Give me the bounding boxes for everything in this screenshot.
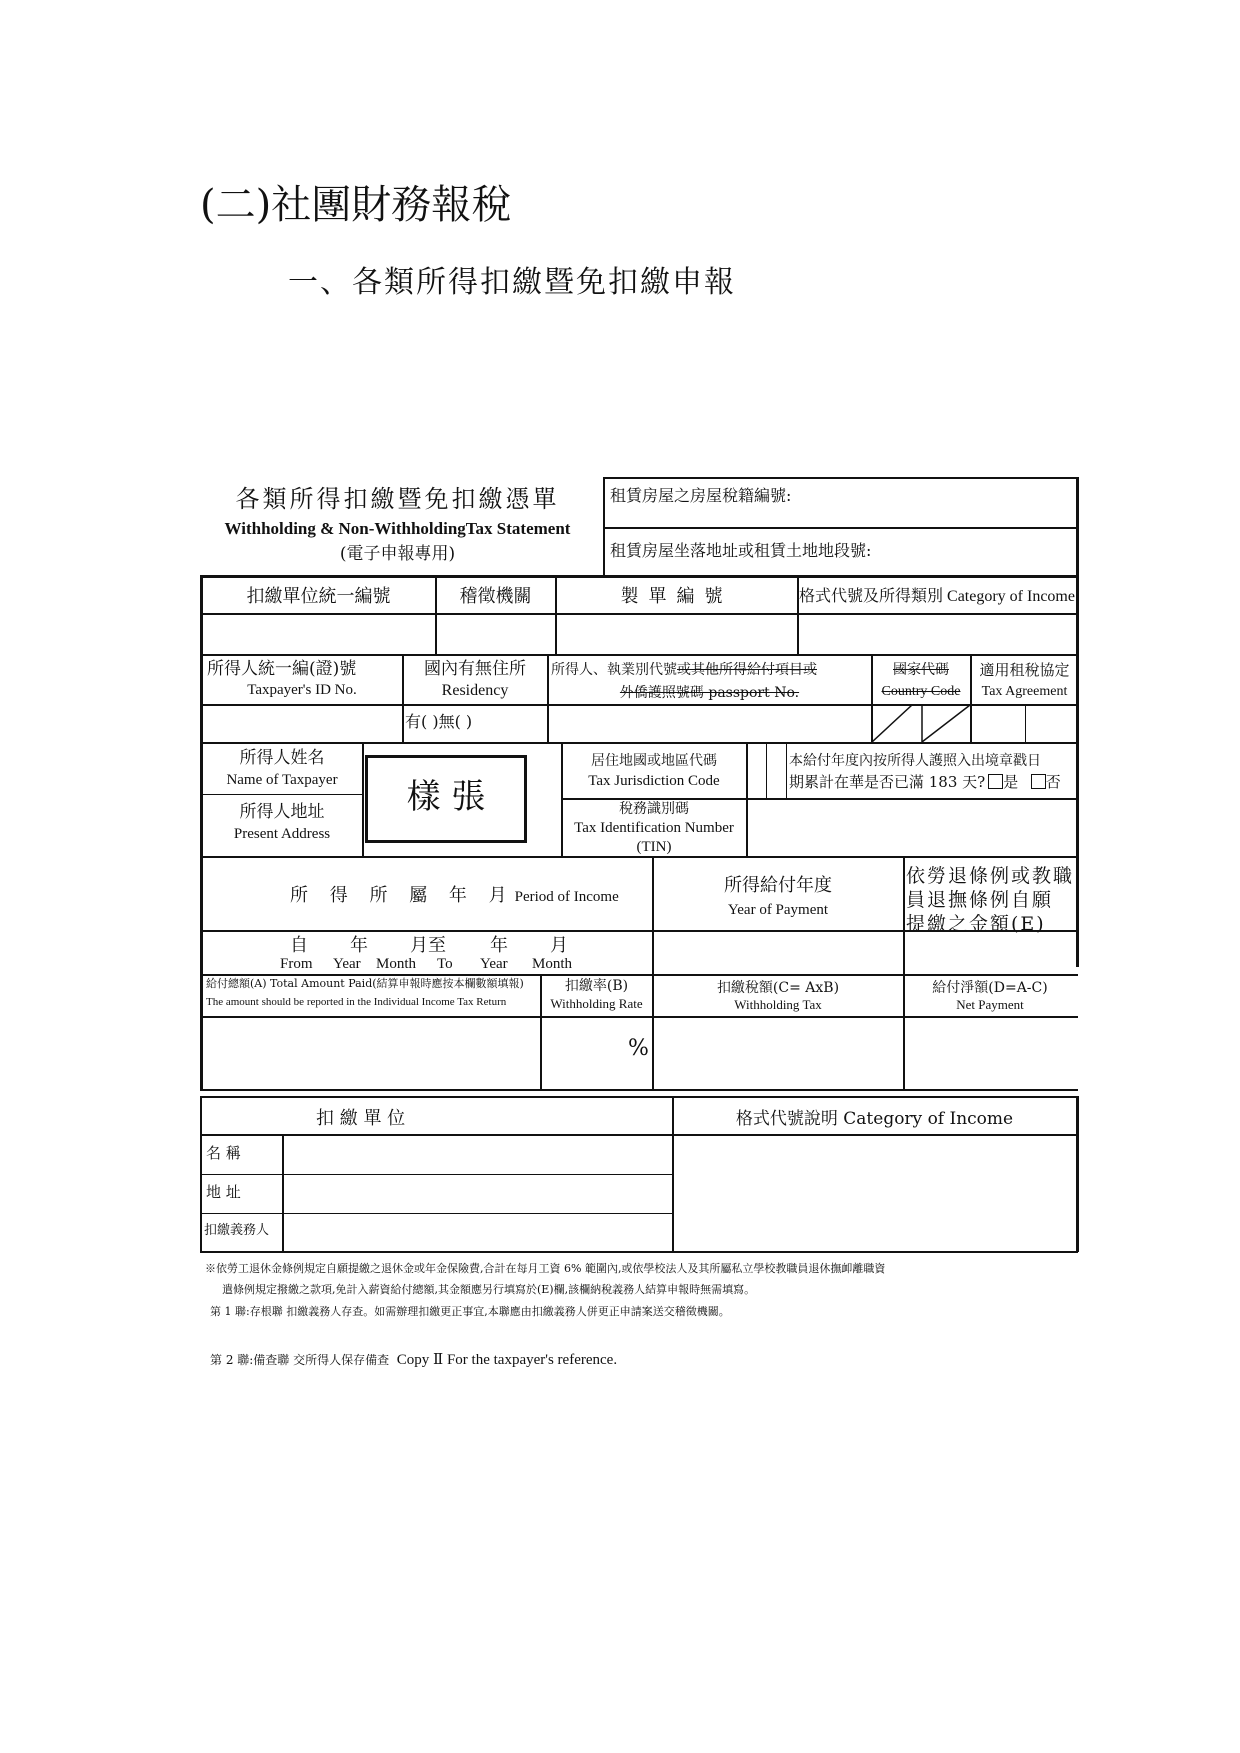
copy-2-cn: 第 2 聯:備查聯 交所得人保存備查 — [210, 1353, 390, 1367]
period-unit-month-en: Month — [376, 956, 417, 972]
taxpayer-name-en: Name of Taxpayer — [226, 772, 338, 788]
jurisdiction-en: Tax Jurisdiction Code — [588, 773, 720, 789]
no-checkbox[interactable] — [1031, 774, 1046, 789]
percent-sign: % — [628, 1036, 649, 1061]
taxpayer-name-cn: 所得人姓名 — [239, 748, 325, 768]
tax-office-header: 稽徵機關 — [459, 586, 532, 607]
format-code-header: 格式代號及所得類別 Category of Income — [799, 588, 1075, 605]
residency-en: Residency — [441, 682, 509, 699]
occupation-code-label — [551, 662, 817, 678]
net-payment-cn: 給付淨額(D=A-C) — [932, 980, 1048, 996]
form-title-en: Withholding & Non-WithholdingTax Statement — [224, 519, 571, 538]
occupation-code-b: 或其他所得給付項目或 — [677, 662, 817, 678]
labor-pension-line2: 員退撫條例自願 — [906, 889, 1054, 911]
residency-cn: 國內有無住所 — [424, 659, 526, 679]
tax-agreement-cn: 適用租稅協定 — [979, 661, 1070, 679]
country-code-slashes — [872, 705, 970, 742]
tin-cn: 稅務識別碼 — [619, 801, 689, 817]
period-unit-month2-cn: 月 — [550, 935, 568, 956]
section-title: (二)社團財務報稅 — [200, 182, 512, 228]
taxpayer-address-cn: 所得人地址 — [239, 802, 325, 822]
withholder-header: 扣 繳 單 位 — [316, 1108, 406, 1129]
copy-1-note: 第 1 聯:存根聯 扣繳義務人存查。如需辦理扣繳更正事宜,本聯應由扣繳義務人併更正申請案送交稽徵機關。 — [210, 1305, 730, 1318]
page-subtitle: 一、各類所得扣繳暨免扣繳申報 — [288, 265, 736, 300]
period-unit-year2-en: Year — [480, 956, 508, 972]
days-in-country-line1: 本給付年度內按所得人護照入出境章戳日 — [789, 753, 1041, 769]
withholding-tax-en: Withholding Tax — [734, 997, 822, 1012]
total-amount-label: 給付總額(A) Total Amount Paid(結算申報時應按本欄數額填報) — [206, 977, 524, 990]
days-in-country-line2 — [789, 774, 1061, 791]
withholder-address-label: 地 址 — [206, 1183, 241, 1201]
payment-year-cn: 所得給付年度 — [724, 875, 832, 896]
period-unit-year-en: Year — [333, 956, 361, 972]
taxpayer-id-cn: 所得人統一編(證)號 — [207, 659, 357, 679]
note-line-1: ※依勞工退休金條例規定自願提繳之退休金或年金保險費,合計在每月工資 6% 範圍內,或依學校法人及其所屬私立學校教職員退休撫卹離職資 — [205, 1262, 886, 1275]
occupation-code-a: 所得人、執業別代號 — [551, 662, 677, 678]
total-amount-en: The amount should be reported in the Individual Income Tax Return — [206, 996, 507, 1008]
period-unit-year2-cn: 年 — [490, 935, 508, 956]
net-payment-en: Net Payment — [956, 997, 1024, 1012]
passport-label: 外僑護照號碼 passport No. — [619, 685, 800, 701]
days-in-country-question: 期累計在華是否已滿 183 天? — [789, 773, 986, 791]
jurisdiction-cn: 居住地國或地區代碼 — [591, 753, 717, 769]
payment-year-en: Year of Payment — [727, 902, 829, 918]
withholding-tax-cn: 扣繳稅額(C= AxB) — [716, 980, 840, 996]
yes-label: 是 — [1003, 773, 1019, 791]
labor-pension-line1: 依勞退條例或教職 — [906, 865, 1075, 887]
tax-agreement-en: Tax Agreement — [981, 684, 1068, 699]
tin-en-abbr: (TIN) — [636, 839, 672, 855]
house-address-label: 租賃房屋坐落地址或租賃土地地段號: — [610, 541, 872, 560]
country-code-en: Country Code — [881, 684, 961, 699]
country-code-cn: 國家代碼 — [893, 662, 949, 678]
note-line-2: 遣條例規定撥繳之款項,免計入薪資給付總額,其金額應另行填寫於(E)欄,該欄納稅義務人結算申報時無需填寫。 — [222, 1283, 756, 1296]
period-label — [290, 886, 619, 907]
copy-2-note — [210, 1352, 617, 1369]
period-unit-to-en: To — [437, 956, 453, 972]
taxpayer-address-en: Present Address — [233, 826, 331, 842]
serial-no-header: 製單編號 — [620, 586, 733, 607]
labor-pension-line3: 提繳之金額(E) — [906, 913, 1046, 935]
form-title-note: (電子申報專用) — [339, 544, 456, 564]
withholder-id-header: 扣繳單位統一編號 — [246, 586, 391, 607]
yes-checkbox[interactable] — [988, 774, 1003, 789]
period-unit-month-to-cn: 月至 — [410, 935, 446, 956]
withholder-name-label: 名 稱 — [206, 1144, 241, 1162]
house-tax-id-label: 租賃房屋之房屋稅籍編號: — [610, 486, 792, 505]
period-unit-from-cn: 自 — [290, 935, 308, 956]
period-unit-year-cn: 年 — [350, 935, 368, 956]
form-title-cn: 各類所得扣繳暨免扣繳憑單 — [235, 485, 560, 513]
withholding-agent-label: 扣繳義務人 — [204, 1223, 270, 1238]
tin-en: Tax Identification Number — [574, 820, 734, 836]
period-unit-from-en: From — [280, 956, 313, 972]
copy-2-en: Copy Ⅱ For the taxpayer's reference. — [396, 1352, 618, 1368]
residency-value: 有( )無( ) — [405, 712, 473, 731]
category-header: 格式代號說明 Category of Income — [735, 1109, 1014, 1129]
period-label-cn: 所 得 所 屬 年 月 — [290, 885, 515, 906]
withholding-rate-en: Withholding Rate — [550, 996, 643, 1011]
taxpayer-id-en: Taxpayer's ID No. — [247, 682, 357, 698]
sample-stamp: 樣 張 — [406, 777, 486, 817]
period-unit-month2-en: Month — [532, 956, 573, 972]
withholding-rate-cn: 扣繳率(B) — [564, 978, 629, 994]
no-label: 否 — [1045, 773, 1061, 791]
period-label-en: Period of Income — [514, 889, 619, 905]
